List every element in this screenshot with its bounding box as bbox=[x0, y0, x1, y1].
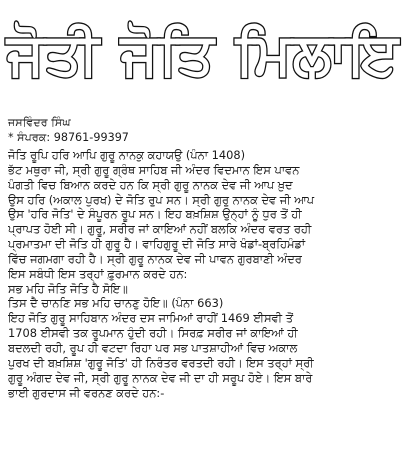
body-line: ਪੁਰਖ ਦੀ ਬਖ਼ਸ਼ਿਸ਼ 'ਗੁਰੂ ਜੋਤਿ' ਹੀ ਨਿਰੰਤਰ ਵਰਤਦੀ ਰਹੀ। ਇਸ ਤਰ੍ਹਾਂ ਸ੍ਰੀ bbox=[8, 355, 314, 370]
body-line: ਜੋਤਿ ਰੂਪਿ ਹਰਿ ਆਪਿ ਗੁਰੂ ਨਾਨਕੁ ਕਹਾਯਉ (ਪੰਨਾ 1408) bbox=[8, 148, 246, 162]
body-line: ਵਿੱਚ ਜਗਮਗਾ ਰਹੀ ਹੈ। ਸ੍ਰੀ ਗੁਰੂ ਨਾਨਕ ਦੇਵ ਜੀ ਪਾਵਨ ਗੁਰਬਾਣੀ ਅੰਦਰ bbox=[8, 251, 302, 266]
body-line: ਭੱਟ ਮਥੁਰਾ ਜੀ, ਸ੍ਰੀ ਗੁਰੂ ਗ੍ਰੰਥ ਸਾਹਿਬ ਜੀ ਅੰਦਰ ਵਿਦਮਾਨ ਇਸ ਪਾਵਨ bbox=[8, 162, 300, 177]
body-line: ਬਦਲਦੀ ਰਹੀ, ਰੂਪ ਹੀ ਵਟਦਾ ਰਿਹਾ ਪਰ ਸਭ ਪਾਤਸ਼ਾਹੀਆਂ ਵਿਚ ਅਕਾਲ bbox=[8, 340, 298, 355]
author-name: ਜਸਵਿੰਦਰ ਸਿੰਘ bbox=[8, 116, 71, 129]
body-line: ਇਸ ਸਬੰਧੀ ਇਸ ਤਰ੍ਹਾਂ ਫ਼ੁਰਮਾਨ ਕਰਦੇ ਹਨ: bbox=[8, 266, 188, 281]
body-line: ਪ੍ਰਾਪਤ ਹੋਈ ਸੀ। ਗੁਰੂ, ਸਰੀਰ ਜਾਂ ਕਾਇਆਂ ਨਹੀਂ ਬਲਕਿ ਅੰਦਰ ਵਰਤ ਰਹੀ bbox=[8, 222, 312, 237]
body-line: ਪੰਗਤੀ ਵਿਚ ਬਿਆਨ ਕਰਦੇ ਹਨ ਕਿ ਸ੍ਰੀ ਗੁਰੂ ਨਾਨਕ ਦੇਵ ਜੀ ਆਪ ਖ਼ੁਦ bbox=[8, 177, 293, 192]
verse-line: ਸਭ ਮਹਿ ਜੋਤਿ ਜੋਤਿ ਹੈ ਸੋਇ॥ bbox=[8, 281, 128, 296]
body-line: 1708 ਈਸਵੀ ਤਕ ਰੂਪਮਾਨ ਹੁੰਦੀ ਰਹੀ। ਸਿਰਫ਼ ਸਰੀਰ ਜਾਂ ਕਾਇਆਂ ਹੀ bbox=[8, 326, 298, 341]
body-line: ਗੁਰੂ ਅੰਗਦ ਦੇਵ ਜੀ, ਸ੍ਰੀ ਗੁਰੂ ਨਾਨਕ ਦੇਵ ਜੀ ਦਾ ਹੀ ਸਰੂਪ ਹੋਏ। ਇਸ ਬਾਰੇ bbox=[8, 370, 313, 385]
body-line: ਪ੍ਰਮਾਤਮਾ ਦੀ ਜੋਤਿ ਹੀ ਗੁਰੂ ਹੈ। ਵਾਹਿਗੁਰੂ ਦੀ ਜੋਤਿ ਸਾਰੇ ਖੰਡਾਂ-ਬ੍ਰਹਿਮੰਡਾਂ bbox=[8, 237, 306, 252]
headline-text: ਜੋਤੀ ਜੋਤਿ ਮਿਲਾਇ bbox=[5, 20, 401, 88]
body-line: ਭਾਈ ਗੁਰਦਾਸ ਜੀ ਵਰਨਣ ਕਰਦੇ ਹਨ:- bbox=[8, 385, 165, 400]
body-line: ਇਹ ਜੋਤਿ ਗੁਰੂ ਸਾਹਿਬਾਨ ਅੰਦਰ ਦਸ ਜਾਮਿਆਂ ਰਾਹੀਂ 1469 ਈਸਵੀ ਤੋਂ bbox=[8, 311, 294, 326]
body-line: ਉਸ ਹਰਿ (ਅਕਾਲ ਪੁਰਖ) ਦੇ ਜੋਤਿ ਰੂਪ ਸਨ। ਸ੍ਰੀ ਗੁਰੂ ਨਾਨਕ ਦੇਵ ਜੀ ਆਪ bbox=[8, 192, 314, 207]
headline-graphic bbox=[0, 6, 406, 94]
verse-line: ਤਿਸ ਦੈ ਚਾਨਣਿ ਸਭ ਮਹਿ ਚਾਨਣੁ ਹੋਇ॥ (ਪੰਨਾ 663) bbox=[8, 296, 224, 311]
body-line: ਉਸ 'ਹਰਿ ਜੋਤਿ' ਦੇ ਸੰਪੂਰਨ ਰੂਪ ਸਨ। ਇਹ ਬਖ਼ਸ਼ਿਸ਼ ਉਨ੍ਹਾਂ ਨੂੰ ਧੁਰ ਤੋਂ ਹੀ bbox=[8, 207, 302, 222]
author-contact: * ਸੰਪਰਕ: 98761-99397 bbox=[8, 131, 129, 144]
article-headline bbox=[0, 6, 406, 94]
article-body bbox=[8, 148, 400, 400]
